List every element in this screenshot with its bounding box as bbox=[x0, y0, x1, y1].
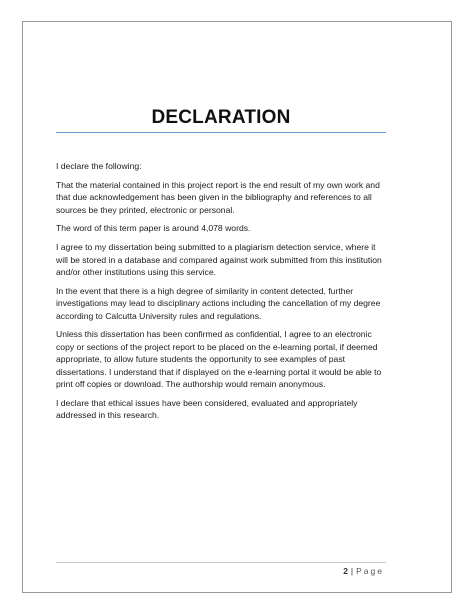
page-footer bbox=[343, 566, 384, 576]
paragraph-e-learning: Unless this dissertation has been confirmed as confidential, I agree to an electronic copy or sections of the project report to be placed on the e-learning portal, if deemed appropriate, to allow future students the opportunity to see examples of past dissertations. I understand that if displayed on the e-learning portal it would be able to print off copies or download. The authorship would remain anonymous. bbox=[56, 329, 382, 390]
page-title: DECLARATION bbox=[151, 107, 291, 128]
footer-separator: | bbox=[350, 566, 354, 576]
paragraph-word-count: The word of this term paper is around 4,078 words. bbox=[56, 223, 251, 234]
title-underline bbox=[56, 132, 386, 133]
page-number: 2 bbox=[343, 566, 348, 576]
paragraph-intro: I declare the following: bbox=[56, 161, 142, 171]
paragraph-own-work: That the material contained in this project report is the end result of my own work and that due acknowledgement has been given in the bibliography and references to all sources be they printed, electronic or personal. bbox=[56, 179, 380, 215]
paragraph-similarity: In the event that there is a high degree of similarity in content detected, further investigations may lead to disciplinary actions including the cancellation of my degree according to Calcutta University rules and regulations. bbox=[56, 285, 381, 321]
paragraph-ethics: I declare that ethical issues have been considered, evaluated and appropriately addressed in this research. bbox=[56, 397, 358, 421]
declaration-body bbox=[56, 160, 386, 428]
footer-divider bbox=[56, 562, 386, 563]
page-label: Page bbox=[356, 566, 384, 576]
paragraph-plagiarism: I agree to my dissertation being submitted to a plagiarism detection service, where it will be stored in a database and compared against work submitted from this institution and/or other institutions using this service. bbox=[56, 242, 382, 278]
